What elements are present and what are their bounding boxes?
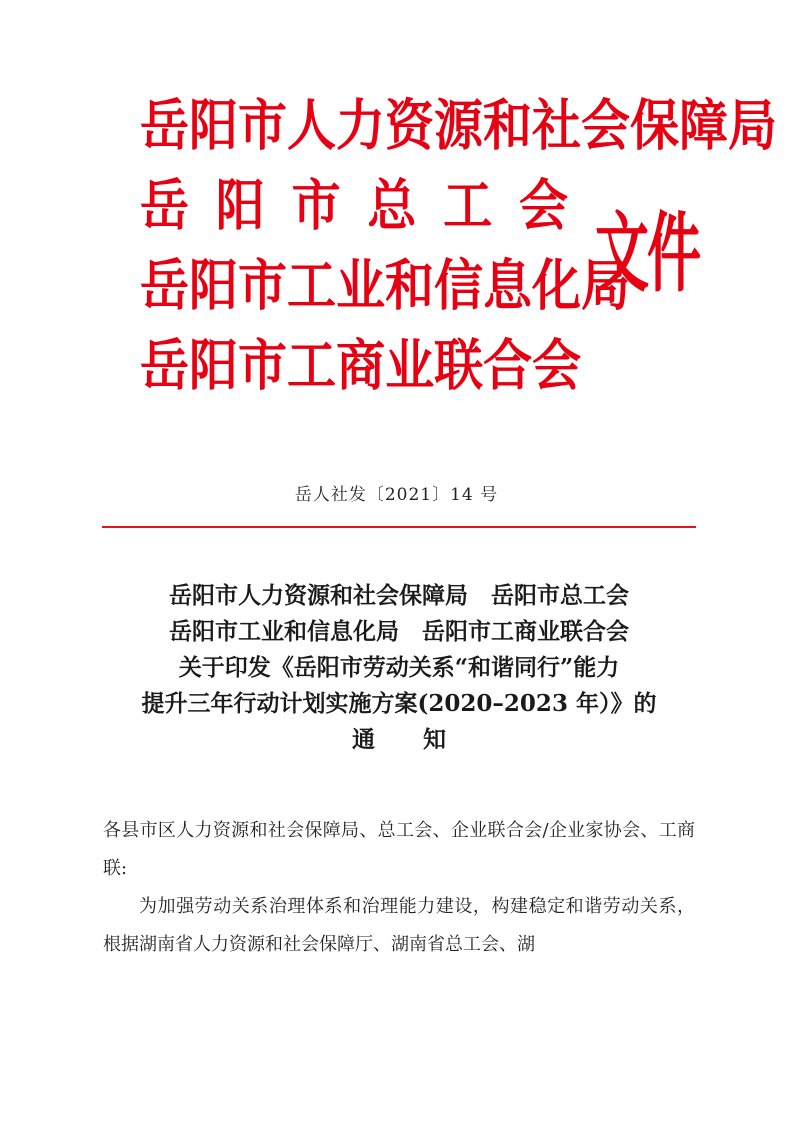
issuer-hrss-bureau: 岳阳市人力资源和社会保障局 (140, 94, 778, 159)
red-divider (102, 526, 696, 528)
document-title (102, 578, 696, 758)
title-line: 关于印发《岳阳市劳动关系“和谐同行”能力 (178, 654, 620, 681)
issuer-federation-of-industry-commerce: 岳 阳 市 工 商 业 联 合 会 (140, 334, 582, 399)
issuer-federation-of-trade-unions: 岳 阳 市 总 工 会 (140, 174, 568, 239)
title-line: 提升三年行动计划实施方案(2020–2023 年）》的 (141, 690, 657, 717)
title-notice: 通知 (352, 726, 494, 753)
document-number: 岳人社发〔2021〕14 号 (294, 485, 499, 505)
body-paragraph: 为加强劳动关系治理体系和治理能力建设，构建稳定和谐劳动关系，根据湖南省人力资源和社会保障厅、湖南省总工会、湖 (103, 896, 695, 955)
title-line: 岳阳市工业和信息化局 岳阳市工商业联合会 (169, 618, 629, 645)
title-line: 岳阳市人力资源和社会保障局 岳阳市总工会 (169, 582, 629, 609)
document-suffix: 文件 (595, 202, 699, 304)
document-body (103, 812, 695, 964)
issuer-industry-it-bureau: 岳阳市工业和信息化局 (140, 254, 631, 319)
addressee: 各县市区人力资源和社会保障局、总工会、企业联合会/企业家协会、工商联: (103, 820, 695, 879)
